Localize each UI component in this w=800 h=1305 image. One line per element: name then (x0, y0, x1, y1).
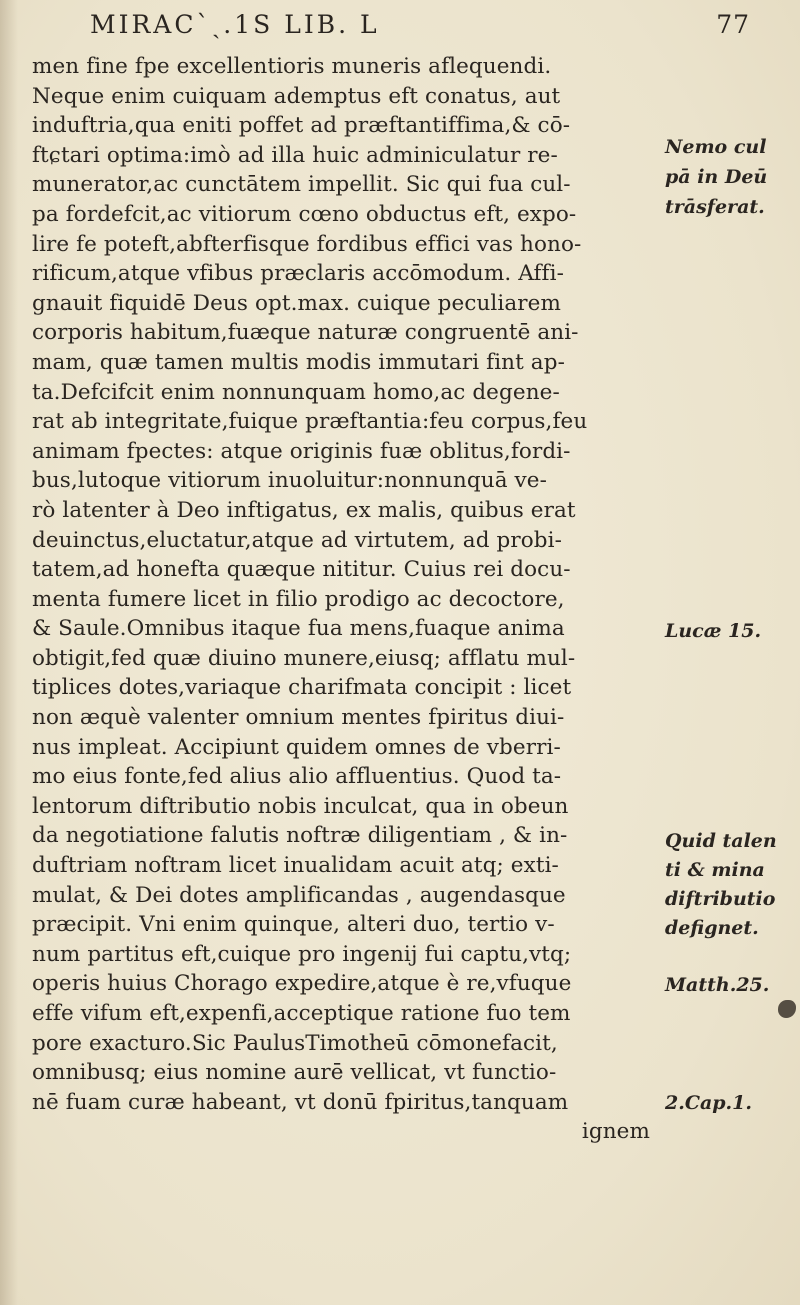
marginal-note: Quid talen (665, 830, 777, 852)
text-line: munerator,ac cunctātem impellit. Sic qui fua cul- (32, 172, 571, 198)
text-line: pore exacturo.Sic PaulusTimotheū cōmonefacit, (32, 1030, 558, 1056)
running-title: MIRACˋˎ.1S LIB. L (90, 10, 380, 39)
text-line: ta.Defcifcit enim nonnunquam homo,ac degene- (32, 379, 560, 405)
marginal-note: pā in Deū (665, 166, 768, 188)
text-line: corporis habitum,fuæque naturæ congruentē ani- (32, 320, 579, 346)
catchword: ignem (581, 1119, 650, 1145)
text-line: bus,lutoque vitiorum inuoluitur:nonnunquā ve- (32, 468, 547, 494)
marginal-note: diftributio (665, 888, 776, 910)
text-line: lentorum diftributio nobis inculcat, qua in obeun (32, 793, 569, 819)
text-line: men fine fpe excellentioris muneris aflequendi. (32, 54, 552, 79)
gutter-shadow (0, 0, 18, 1305)
text-line: operis huius Chorago expedire,atque è re,vfuque (32, 971, 572, 997)
main-text-block (32, 52, 660, 1147)
text-line: obtigit,fed quæ diuino munere,eiusq; afflatu mul- (32, 645, 576, 671)
text-line: menta fumere licet in filio prodigo ac decoctore, (32, 586, 565, 612)
marginal-note: Matth.25. (665, 974, 770, 996)
text-line: animam fpectes: atque originis fuæ oblitus,fordi- (32, 438, 571, 464)
text-line: gnauit fiquidē Deus opt.max. cuique peculiarem (32, 290, 561, 316)
page-number: 77 (716, 10, 750, 39)
text-line: rificum,atque vfibus præclaris accōmodum. Affi- (32, 261, 564, 287)
text-line: tiplices dotes,variaque charifmata concipit : licet (32, 675, 572, 701)
marginal-note: ti & mina (665, 859, 765, 881)
marginal-note: Nemo cul (665, 136, 767, 158)
text-line: nus impleat. Accipiunt quidem omnes de vberri- (32, 734, 561, 760)
ink-stain (778, 1000, 796, 1018)
text-line: da negotiatione falutis noftræ diligentiam , & in- (32, 823, 568, 849)
text-line: mulat, & Dei dotes amplificandas , augendasque (32, 882, 566, 908)
text-line: duftriam noftram licet inualidam acuit atq; exti- (32, 853, 559, 879)
text-line: effe vifum eft,expenfi,acceptique ratione fuo tem (32, 1001, 571, 1026)
text-line: non æquè valenter omnium mentes fpiritus diui- (32, 705, 565, 731)
text-line: lire fe poteft,abfterfisque fordibus effici vas hono- (32, 231, 582, 257)
text-line: deuinctus,eluctatur,atque ad virtutem, ad probi- (32, 527, 562, 553)
marginal-note: Lucæ 15. (665, 620, 762, 642)
marginal-note: trāsferat. (665, 196, 765, 218)
text-line: & Saule.Omnibus itaque fua mens,fuaque anima (32, 616, 565, 642)
page-header (90, 10, 750, 46)
text-line: mam, quæ tamen multis modis immutari fint ap- (32, 349, 565, 375)
text-line: nē fuam curæ habeant, vt donū fpiritus,tanquam (32, 1089, 569, 1115)
text-line: ftɕtari optima:imò ad illa huic adminiculatur re- (32, 142, 558, 168)
text-line: Neque enim cuiquam ademptus eft conatus, aut (32, 83, 561, 109)
text-line: rat ab integritate,fuique præftantia:feu corpus,feu (32, 409, 588, 435)
text-line: rò latenter à Deo inftigatus, ex malis, quibus erat (32, 497, 576, 523)
text-line: num partitus eft,cuique pro ingenij fui captu,vtq; (32, 941, 572, 967)
text-line: præcipit. Vni enim quinque, alteri duo, tertio v- (32, 912, 555, 938)
text-line: induftria,qua eniti poffet ad præftantiffima,& cō- (32, 113, 571, 139)
text-line: mo eius fonte,fed alius alio affluentius. Quod ta- (32, 764, 562, 790)
marginal-note: 2.Cap.1. (665, 1092, 753, 1114)
text-line: pa fordefcit,ac vitiorum cœno obductus eft, expo- (32, 201, 577, 227)
text-line: omnibusq; eius nomine aurē vellicat, vt functio- (32, 1060, 557, 1086)
marginal-note: defignet. (665, 917, 759, 939)
text-line: tatem,ad honefta quæque nititur. Cuius rei docu- (32, 557, 571, 583)
